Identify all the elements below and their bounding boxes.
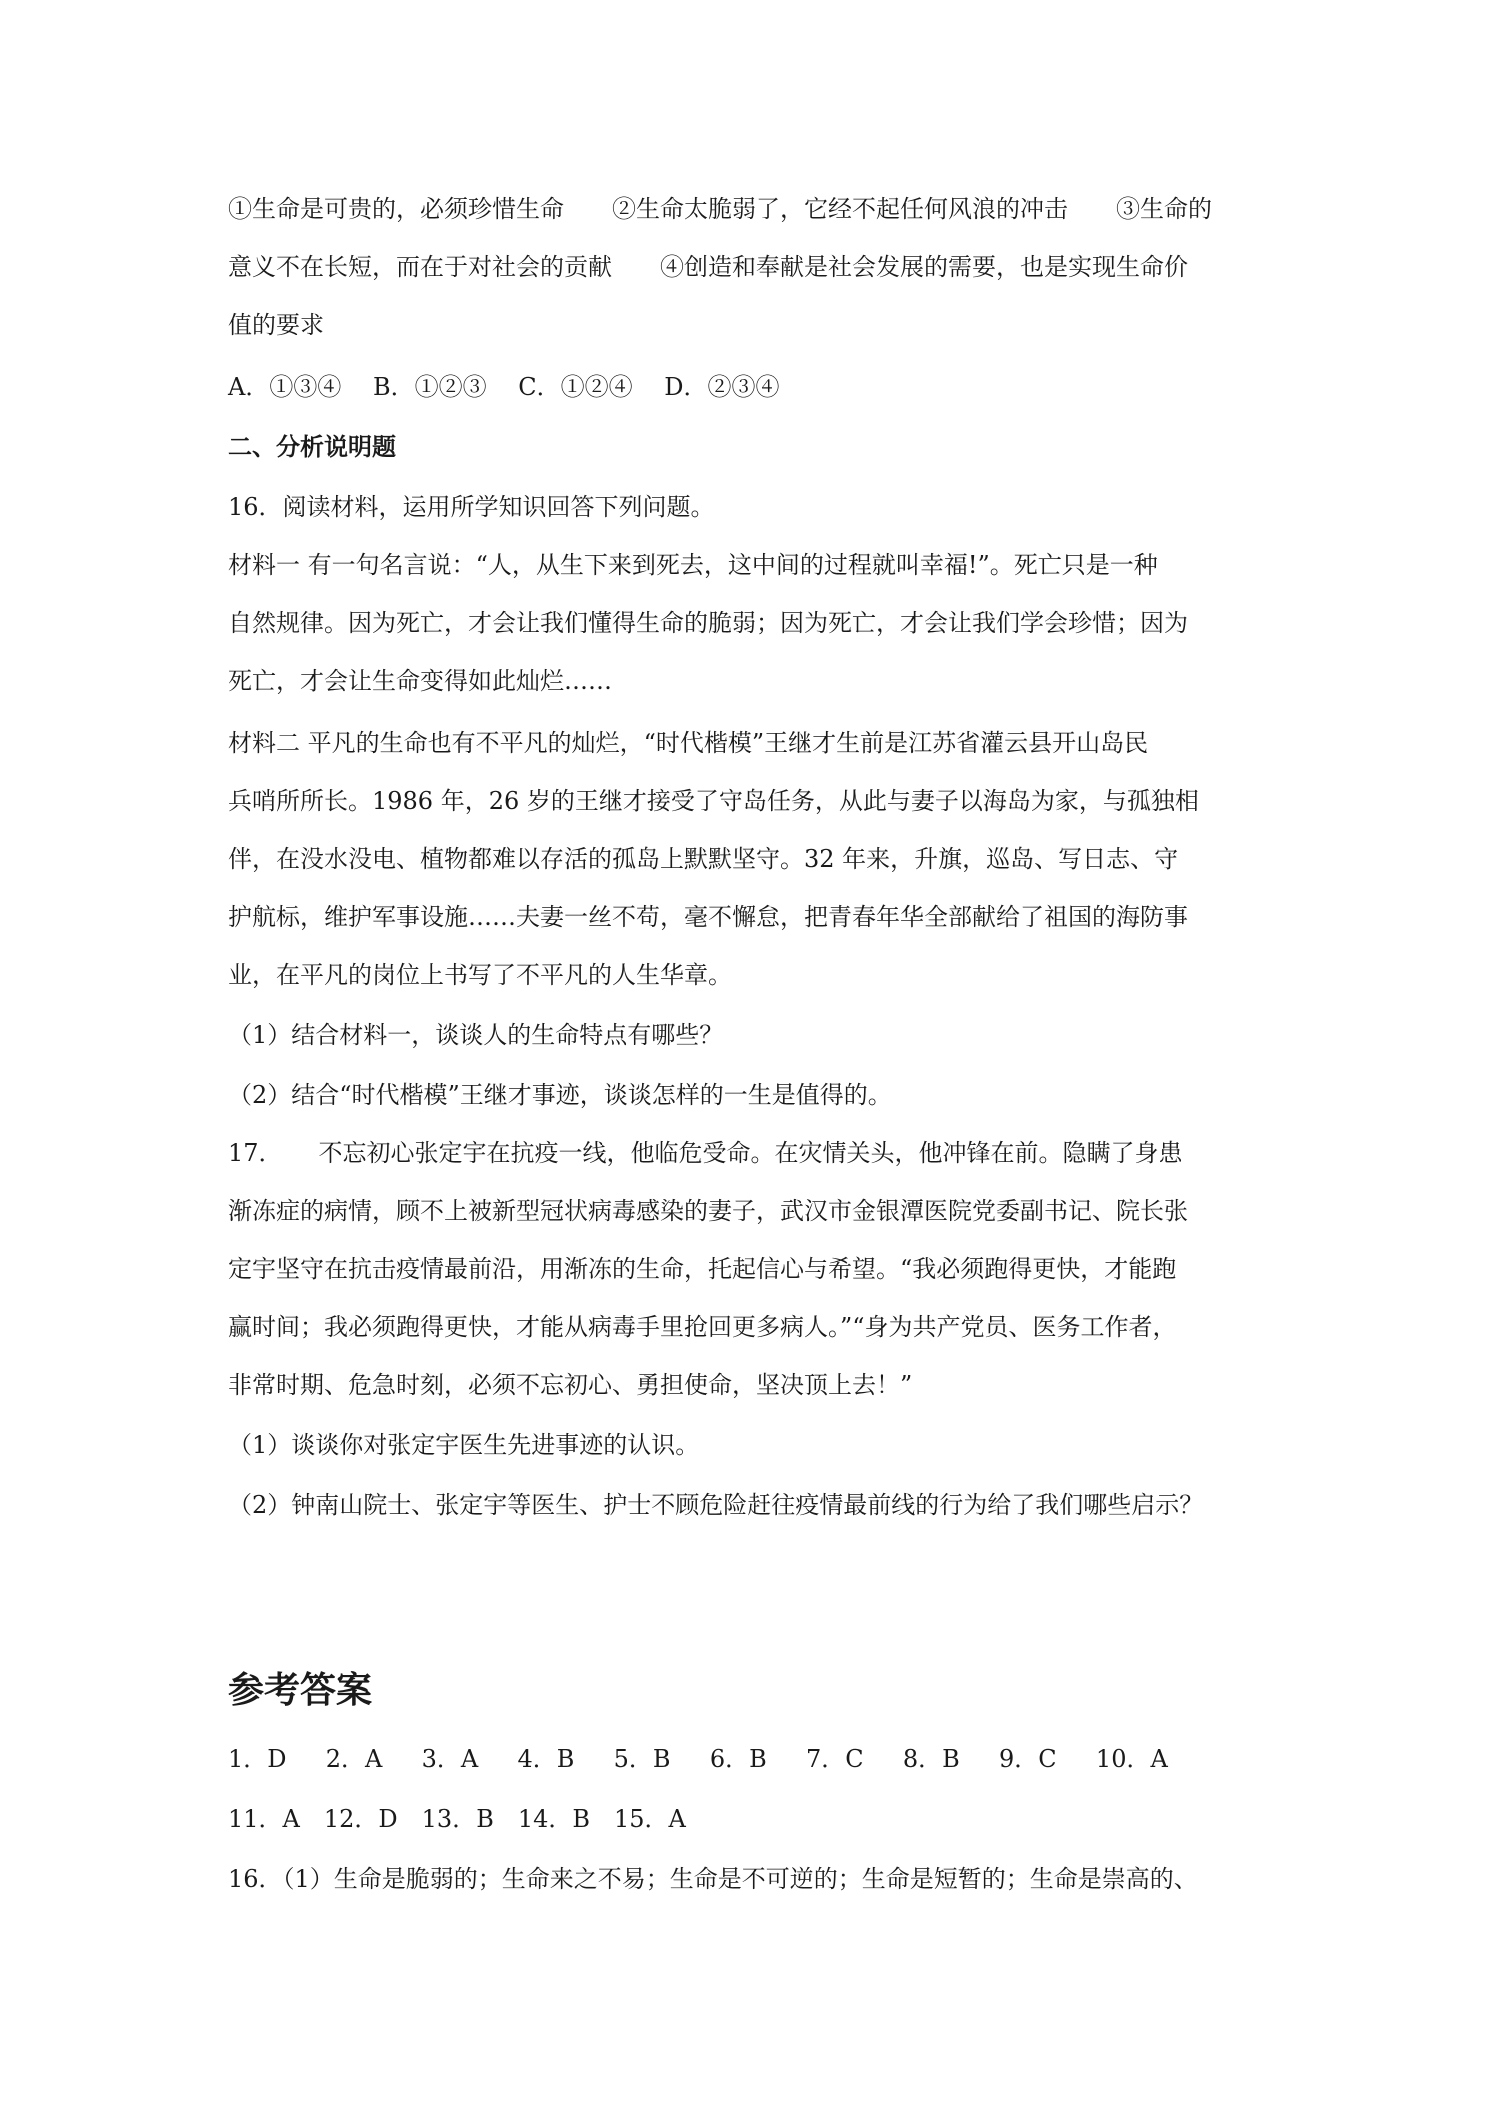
q16-material2-line-4: 护航标，维护军事设施……夫妻一丝不苟，毫不懈怠，把青春年华全部献给了祖国的海防事 <box>228 903 1188 931</box>
q17-line-5: 非常时期、危急时刻，必须不忘初心、勇担使命，坚决顶上去！” <box>228 1371 913 1399</box>
q16-material2-line-5: 业，在平凡的岗位上书写了不平凡的人生华章。 <box>228 961 732 989</box>
answer-key-row-2: 11．A 12．D 13．B 14．B 15．A <box>228 1805 686 1833</box>
q16-subquestion-1: （1）结合材料一，谈谈人的生命特点有哪些？ <box>228 1021 724 1049</box>
q16-material2-line-3: 伴，在没水没电、植物都难以存活的孤岛上默默坚守。32 年来，升旗，巡岛、写日志、守 <box>228 845 1179 873</box>
answer-key-heading: 参考答案 <box>228 1669 373 1711</box>
q16-material2-line-2: 兵哨所所长。1986 年，26 岁的王继才接受了守岛任务，从此与妻子以海岛为家，与孤独相 <box>228 787 1199 815</box>
q17-line-4: 赢时间；我必须跑得更快，才能从病毒手里抢回更多病人。”“身为共产党员、医务工作者， <box>228 1313 1177 1341</box>
q15-options: A．①③④ B．①②③ C．①②④ D．②③④ <box>228 373 780 401</box>
answer-16-line-1: 16．（1）生命是脆弱的；生命来之不易；生命是不可逆的；生命是短暂的；生命是崇高的、 <box>228 1865 1198 1893</box>
q15-statement-line-3: 值的要求 <box>228 311 324 339</box>
q16-material1-line-1: 材料一 有一句名言说：“人，从生下来到死去，这中间的过程就叫幸福!”。死亡只是一种 <box>228 551 1158 579</box>
q15-statement-line-2: 意义不在长短，而在于对社会的贡献 ④创造和奉献是社会发展的需要，也是实现生命价 <box>228 253 1188 281</box>
answer-key-row-1: 1．D 2．A 3．A 4．B 5．B 6．B 7．C 8．B 9．C 10．A <box>228 1745 1168 1773</box>
q16-material1-line-3: 死亡，才会让生命变得如此灿烂…… <box>228 667 612 695</box>
q17-line-2: 渐冻症的病情，顾不上被新型冠状病毒感染的妻子，武汉市金银潭医院党委副书记、院长张 <box>228 1197 1188 1225</box>
q16-material1-line-2: 自然规律。因为死亡，才会让我们懂得生命的脆弱；因为死亡，才会让我们学会珍惜；因为 <box>228 609 1188 637</box>
section-heading-analysis: 二、分析说明题 <box>228 432 396 461</box>
q16-stem: 16．阅读材料，运用所学知识回答下列问题。 <box>228 493 715 521</box>
q17-line-3: 定宇坚守在抗击疫情最前沿，用渐冻的生命，托起信心与希望。“我必须跑得更快，才能跑 <box>228 1255 1177 1283</box>
q16-subquestion-2: （2）结合“时代楷模”王继才事迹，谈谈怎样的一生是值得的。 <box>228 1081 892 1109</box>
q15-statement-line-1: ①生命是可贵的，必须珍惜生命 ②生命太脆弱了，它经不起任何风浪的冲击 ③生命的 <box>228 195 1212 223</box>
q17-line-1: 17． 不忘初心张定宇在抗疫一线，他临危受命。在灾情关头，他冲锋在前。隐瞒了身患 <box>228 1139 1183 1167</box>
q16-material2-line-1: 材料二 平凡的生命也有不平凡的灿烂，“时代楷模”王继才生前是江苏省灌云县开山岛民 <box>228 729 1149 757</box>
q17-subquestion-1: （1）谈谈你对张定宇医生先进事迹的认识。 <box>228 1431 700 1459</box>
q17-subquestion-2: （2）钟南山院士、张定宇等医生、护士不顾危险赶往疫情最前线的行为给了我们哪些启示？ <box>228 1491 1204 1519</box>
